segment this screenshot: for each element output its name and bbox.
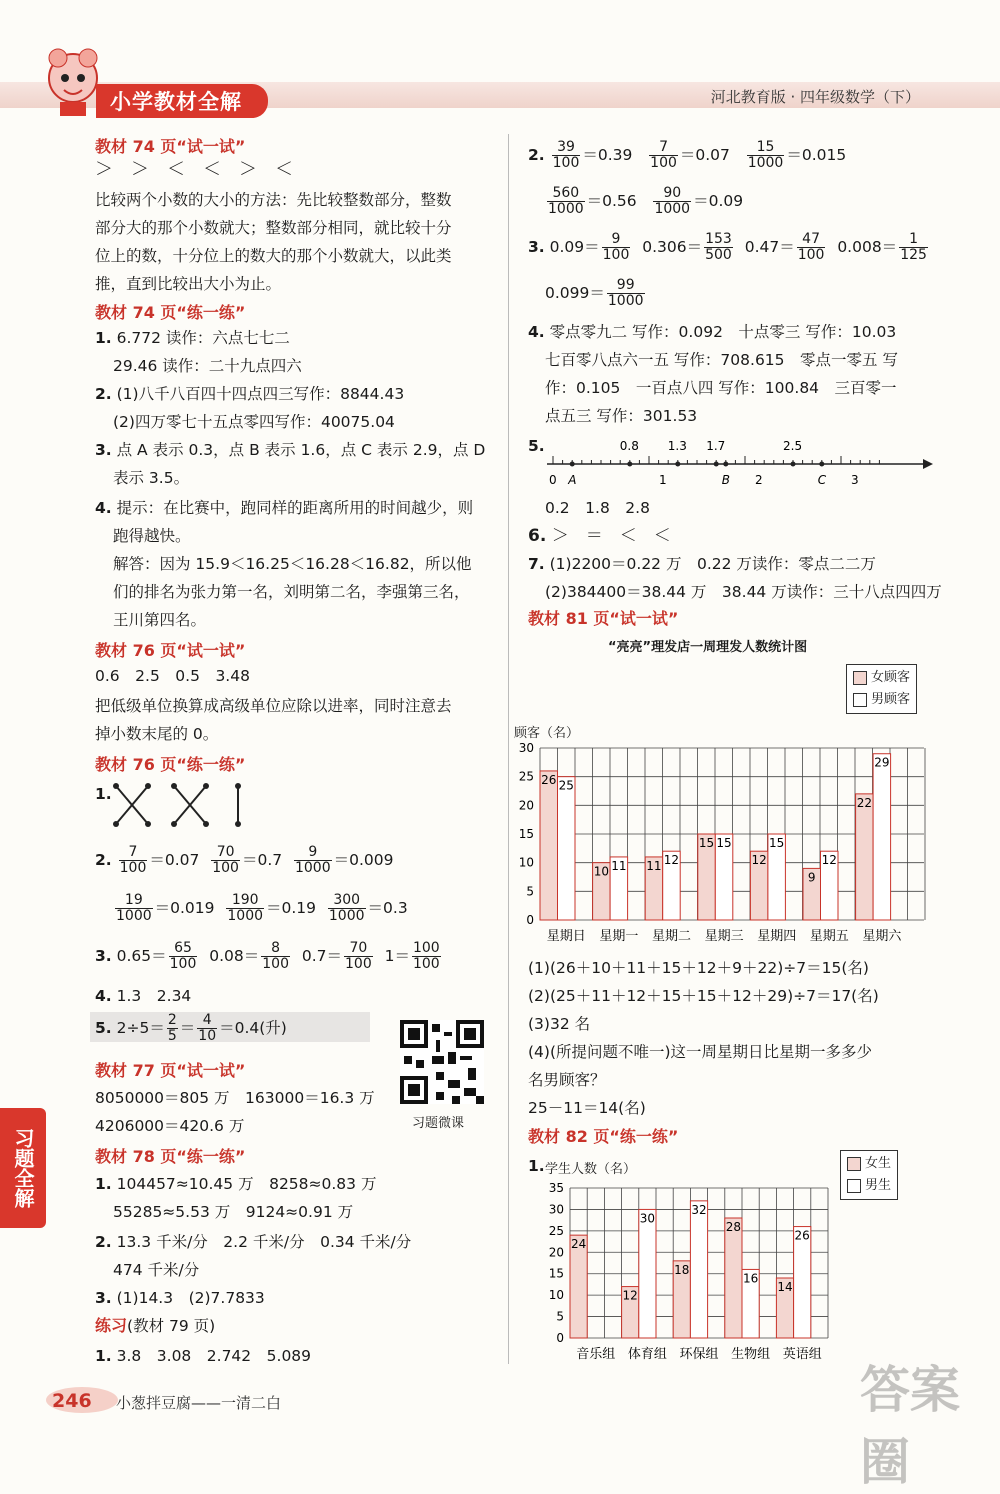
answer-line: (1)(26＋10＋11＋15＋12＋9＋22)÷7＝15(名) (528, 959, 869, 977)
bar-value-label: 30 (639, 1211, 656, 1226)
answer-line: 解答：因为 15.9＜16.25＜16.28＜16.82，所以他 (113, 555, 472, 573)
x-tick-label: 体育组 (627, 1347, 667, 1360)
answer-line: 点五三 写作：301.53 (545, 407, 698, 425)
answer-line: 474 千米/分 (113, 1261, 200, 1279)
number-line-point (791, 462, 796, 467)
answer-line: 王川第四名。 (113, 611, 207, 629)
number-line-top-label: 2.5 (783, 439, 803, 453)
bar-value-label: 15 (769, 836, 785, 850)
number-line-point (819, 462, 824, 467)
number-line-point (714, 462, 719, 467)
answer-line: 55285≈5.53 万 9124≈0.91 万 (113, 1203, 354, 1221)
bar-value-label: 11 (611, 858, 627, 873)
number-line-label: 2 (755, 473, 763, 487)
legend-swatch-icon (853, 693, 867, 707)
y-tick-label: 25 (518, 769, 534, 784)
answer-line: (3)32 名 (528, 1015, 591, 1033)
section-heading: 教材 74 页“试一试” (95, 137, 246, 156)
section-heading: 练习 (95, 1316, 128, 1335)
text-line: 位上的数，十分位上的数大的那个小数就大，以此类 (95, 247, 452, 265)
chart-legend: 女顾客 男顾客 (846, 664, 917, 714)
chart-title: “亮亮”理发店一周理发人数统计图 (608, 640, 808, 655)
answer-line: (4)(所提问题不唯一)这一周星期日比星期一多多少 (528, 1043, 873, 1061)
bar-value-label: 24 (570, 1237, 587, 1252)
bar-value-label: 28 (725, 1220, 742, 1234)
side-tab: 习题全解 (0, 1108, 46, 1228)
answer-line: 1.3 2.34 (116, 987, 192, 1005)
answer-line: (1)八千八百四十四点四三写作：8844.43 (116, 385, 405, 403)
y-tick-label: 5 (526, 884, 534, 899)
x-tick-label: 英语组 (782, 1347, 822, 1360)
answer-line: 七百零八点六一五 写作：708.615 零点一零五 写 (545, 351, 898, 369)
text-line: 部分大的那个小数就大；整数部分相同，就比较十分 (95, 219, 452, 237)
bar-value-label: 18 (674, 1262, 690, 1277)
legend-swatch-icon (847, 1179, 861, 1193)
answer-line: 3.8 3.08 2.742 5.089 (116, 1347, 312, 1365)
x-tick-label: 星期二 (651, 929, 692, 944)
number-line-letter: C (817, 473, 827, 487)
number-line-point (723, 462, 728, 467)
number-line-letter: A (568, 473, 577, 487)
x-tick-label: 星期一 (599, 929, 639, 944)
answer-line: 表示 3.5。 (113, 469, 190, 487)
bar-value-label: 12 (622, 1288, 638, 1303)
section-heading: 教材 76 页“练一练” (95, 755, 246, 774)
y-tick-label: 0 (526, 913, 534, 927)
chart-bar (725, 1218, 742, 1338)
number-line-top-label: 1.7 (706, 439, 726, 453)
chart-legend: 女生 男生 (840, 1150, 898, 1200)
y-tick-label: 0 (556, 1331, 564, 1345)
chart-bar (873, 754, 891, 920)
answer-line: 4206000＝420.6 万 (95, 1117, 245, 1135)
answer-line: 8050000＝805 万 163000＝16.3 万 (95, 1089, 375, 1107)
x-tick-label: 生物组 (731, 1347, 771, 1360)
section-heading: 教材 82 页“练一练” (528, 1127, 679, 1146)
x-tick-label: 星期四 (757, 929, 797, 944)
bar-value-label: 10 (593, 864, 609, 879)
y-axis-label: 学生人数（名） (545, 1162, 637, 1177)
y-tick-label: 5 (556, 1309, 564, 1324)
bar-value-label: 12 (751, 853, 767, 868)
answer-line: (2)四万零七十五点零四写作：40075.04 (113, 413, 395, 431)
answer-line: 跑得越快。 (113, 527, 191, 545)
bar-value-label: 26 (794, 1228, 810, 1243)
y-tick-label: 15 (548, 1266, 564, 1281)
section-heading: 教材 78 页“练一练” (95, 1147, 246, 1166)
number-line-top-label: 1.3 (667, 439, 687, 453)
answer-line: (1)2200＝0.22 万 0.22 万读作：零点二二万 (549, 555, 876, 573)
bar-value-label: 11 (646, 858, 662, 873)
answer-line: 们的排名为张力第一名，刘明第二名，李强第三名， (113, 583, 470, 601)
bar-value-label: 15 (716, 836, 732, 850)
legend-swatch-icon (847, 1157, 861, 1171)
number-line-letter: B (721, 473, 731, 487)
qr-label: 习题微课 (412, 1116, 465, 1131)
compare-signs: ＞ ＞ ＜ ＜ ＞ ＜ (95, 159, 293, 180)
y-tick-label: 30 (518, 741, 534, 755)
text-line: 比较两个小数的大小的方法：先比较整数部分，整数 (95, 191, 452, 209)
bar-chart-students (540, 1176, 840, 1360)
x-tick-label: 星期六 (862, 929, 902, 944)
number-line-label: 3 (851, 473, 859, 487)
answer-line: (2)384400＝38.44 万 38.44 万读作：三十八点四四万 (545, 583, 942, 601)
qr-code-icon[interactable] (400, 1020, 484, 1104)
chart-bar (558, 777, 576, 920)
watermark: 答案圈 (860, 1361, 960, 1491)
y-tick-label: 10 (518, 855, 534, 870)
bar-value-label: 16 (742, 1271, 759, 1286)
chart-bar (639, 1209, 656, 1338)
bar-value-label: 25 (558, 778, 574, 793)
number-line-top-label: 0.8 (619, 439, 639, 453)
number-line-point (570, 462, 575, 467)
number-line-point (627, 462, 632, 467)
answer-line: 0.6 2.5 0.5 3.48 (95, 667, 250, 685)
x-tick-label: 音乐组 (576, 1347, 616, 1360)
x-tick-label: 环保组 (679, 1347, 719, 1360)
y-tick-label: 15 (518, 827, 534, 841)
answer-line: 0.2 1.8 2.8 (545, 499, 650, 517)
answer-line: 名男顾客？ (528, 1071, 606, 1089)
x-tick-label: 星期日 (546, 929, 586, 944)
y-tick-label: 20 (518, 798, 534, 813)
legend-swatch-icon (853, 671, 867, 685)
y-tick-label: 25 (548, 1223, 564, 1238)
bar-value-label: 12 (663, 853, 680, 868)
page-number: 246 (52, 1390, 92, 1412)
bar-value-label: 22 (856, 795, 872, 810)
section-heading: 教材 77 页“试一试” (95, 1061, 246, 1080)
bar-value-label: 14 (777, 1280, 793, 1294)
bar-chart-barbershop (510, 730, 930, 950)
text-line: 掉小数末尾的 0。 (95, 725, 219, 743)
number-line-label: 0 (549, 473, 557, 487)
section-heading: 教材 76 页“试一试” (95, 641, 246, 660)
column-divider (508, 134, 509, 1364)
number-line-point (675, 462, 680, 467)
chart-bar (540, 771, 558, 920)
book-title: 小学教材全解 (96, 84, 268, 118)
x-tick-label: 星期三 (704, 929, 744, 944)
x-tick-label: 星期五 (809, 929, 849, 944)
bar-value-label: 9 (807, 870, 816, 885)
number-line-label: 1 (659, 473, 667, 487)
footer-motto: 小葱拌豆腐——一清二白 (116, 1394, 282, 1412)
y-axis-label: 顾客（名） (514, 726, 580, 741)
number-line (545, 436, 935, 492)
answer-line: ＞ ＝ ＜ ＜ (551, 526, 671, 546)
answer-line: 6.772 读作：六点七七二 (116, 329, 290, 347)
chart-bar (794, 1227, 811, 1338)
answer-line: 提示：在比赛中，跑同样的距离所用的时间越少，则 (116, 499, 474, 517)
text-line: 推，直到比较出大小为止。 (95, 275, 282, 293)
answer-line: (2)(25＋11＋12＋15＋15＋12＋29)÷7＝17(名) (528, 987, 879, 1005)
chart-bar (856, 794, 874, 920)
answer-line: 25－11＝14(名) (528, 1099, 646, 1117)
bar-value-label: 15 (698, 836, 715, 850)
answer-line: (1)14.3 (2)7.7833 (116, 1289, 265, 1307)
y-tick-label: 20 (548, 1245, 564, 1260)
answer-line: 零点零九二 写作：0.092 十点零三 写作：10.03 (549, 323, 897, 341)
y-tick-label: 35 (548, 1181, 564, 1195)
bar-value-label: 26 (541, 772, 557, 787)
text-line: 把低级单位换算成高级单位应除以进率，同时注意去 (95, 697, 452, 715)
chart-bar (690, 1201, 707, 1338)
y-tick-label: 10 (548, 1288, 564, 1303)
matching-lines-diagram (112, 782, 252, 828)
bar-value-label: 12 (821, 853, 837, 868)
answer-line: 29.46 读作：二十九点四六 (113, 357, 302, 375)
answer-line: 作：0.105 一百点八四 写作：100.84 三百零一 (545, 379, 897, 397)
y-tick-label: 30 (548, 1202, 564, 1217)
answer-line: 13.3 千米/分 2.2 千米/分 0.34 千米/分 (116, 1233, 412, 1251)
answer-line: 104457≈10.45 万 8258≈0.83 万 (116, 1175, 377, 1193)
section-heading: 教材 81 页“试一试” (528, 609, 679, 628)
answer-line: 点 A 表示 0.3，点 B 表示 1.6，点 C 表示 2.9，点 D (116, 441, 486, 459)
section-heading: 教材 74 页“练一练” (95, 303, 246, 322)
bar-value-label: 32 (691, 1202, 707, 1217)
edition-label: 河北教育版 · 四年级数学（下） (710, 88, 920, 106)
bar-value-label: 29 (874, 755, 890, 770)
